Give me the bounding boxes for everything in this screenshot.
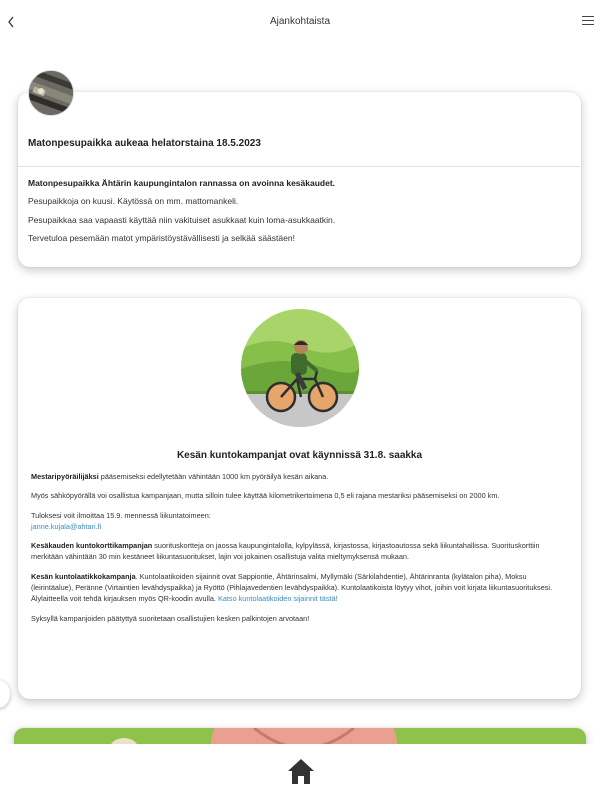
divider <box>18 166 581 167</box>
news-card-title: Kesän kuntokampanjat ovat käynnissä 31.8. saakka <box>176 450 423 461</box>
news-card-body <box>31 471 567 632</box>
home-icon[interactable] <box>286 756 316 786</box>
news-card-paragraph: Kesäkauden kuntokorttikampanjan suorituskortteja on jaossa kaupungintalolla, kylpylässä, kirjastossa, kirjastoautossa sekä liikuntahallissa. Suorituskorttiin merkitään vähintään 30 min kestäneet liikuntasuoritukset, lajin voi jokainen osallistuja valita mieltymyksensä mukaan. <box>31 541 540 562</box>
news-card-paragraph: Pesupaikkaa saa vapaasti käyttää niin vakituiset asukkaat kuin loma-asukkaatkin. <box>28 214 336 225</box>
news-card-paragraph: Pesupaikkoja on kuusi. Käytössä on mm. mattomankeli. <box>28 196 239 207</box>
news-card-paragraph: Kesän kuntolaatikkokampanja. Kuntolaatikoiden sijainnit ovat Sappiontie, Ähtärinsalmi, Myllymäki (Särkilahdentie), Ähtärinranta (kylätalon piha), Moksu (leirintäalue), Peränne (Virtaintien levähdyspaikka) ja Ryöttö (Pihlajavedentien levähdyspaikka). Kuntolaatikoista löytyy vihot, joihin voit kirjata liikuntasuorituksesi. Älylaitteella voit tehdä kirjauksen myös QR-koodin avulla. Katso kuntolaatikoiden sijainnit tästä! <box>31 571 553 604</box>
news-card-title: Matonpesupaikka aukeaa helatorstaina 18.5.2023 <box>28 138 261 149</box>
news-card-body <box>28 178 569 252</box>
news-card-paragraph: Tervetuloa pesemään matot ympäristöystävällisesti ja selkää säästäen! <box>28 233 295 244</box>
news-card-lead: Matonpesupaikka Ähtärin kaupungintalon rannassa on avoinna kesäkaudet. <box>28 178 336 188</box>
news-card-fitness-campaigns[interactable] <box>18 298 581 699</box>
news-card-paragraph: Syksyllä kampanjoiden päätyttyä suoritetaan osallistujien kesken palkintojen arvotaan! <box>31 613 310 623</box>
news-card-rug-washing[interactable] <box>18 92 581 267</box>
top-bar <box>0 0 600 44</box>
side-drawer-handle[interactable] <box>0 680 10 708</box>
email-link[interactable]: janne.kujala@ahtari.fi <box>31 521 102 531</box>
page-title: Ajankohtaista <box>269 16 331 27</box>
news-card-paragraph: Tuloksesi voit ilmoittaa 15.9. mennessä liikuntatoimeen: janne.kujala@ahtari.fi <box>31 510 211 531</box>
news-card-paragraph: Mestaripyöräilijäksi pääsemiseksi edellytetään vähintään 1000 km pyöräilyä kesän aikana. <box>31 472 329 481</box>
locations-link[interactable]: Katso kuntolaatikoiden sijainnit tästä! <box>217 594 338 604</box>
hamburger-menu-icon[interactable] <box>582 16 594 26</box>
news-card-thumbnail <box>28 70 74 116</box>
news-card-paragraph: Myös sähköpyörällä voi osallistua kampanjaan, mutta silloin tulee käyttää kilometrikertoimena 0,5 eli rajana mestariksi pääsemiseksi on 2000 km. <box>31 491 500 501</box>
cyclist-illustration <box>241 309 359 427</box>
